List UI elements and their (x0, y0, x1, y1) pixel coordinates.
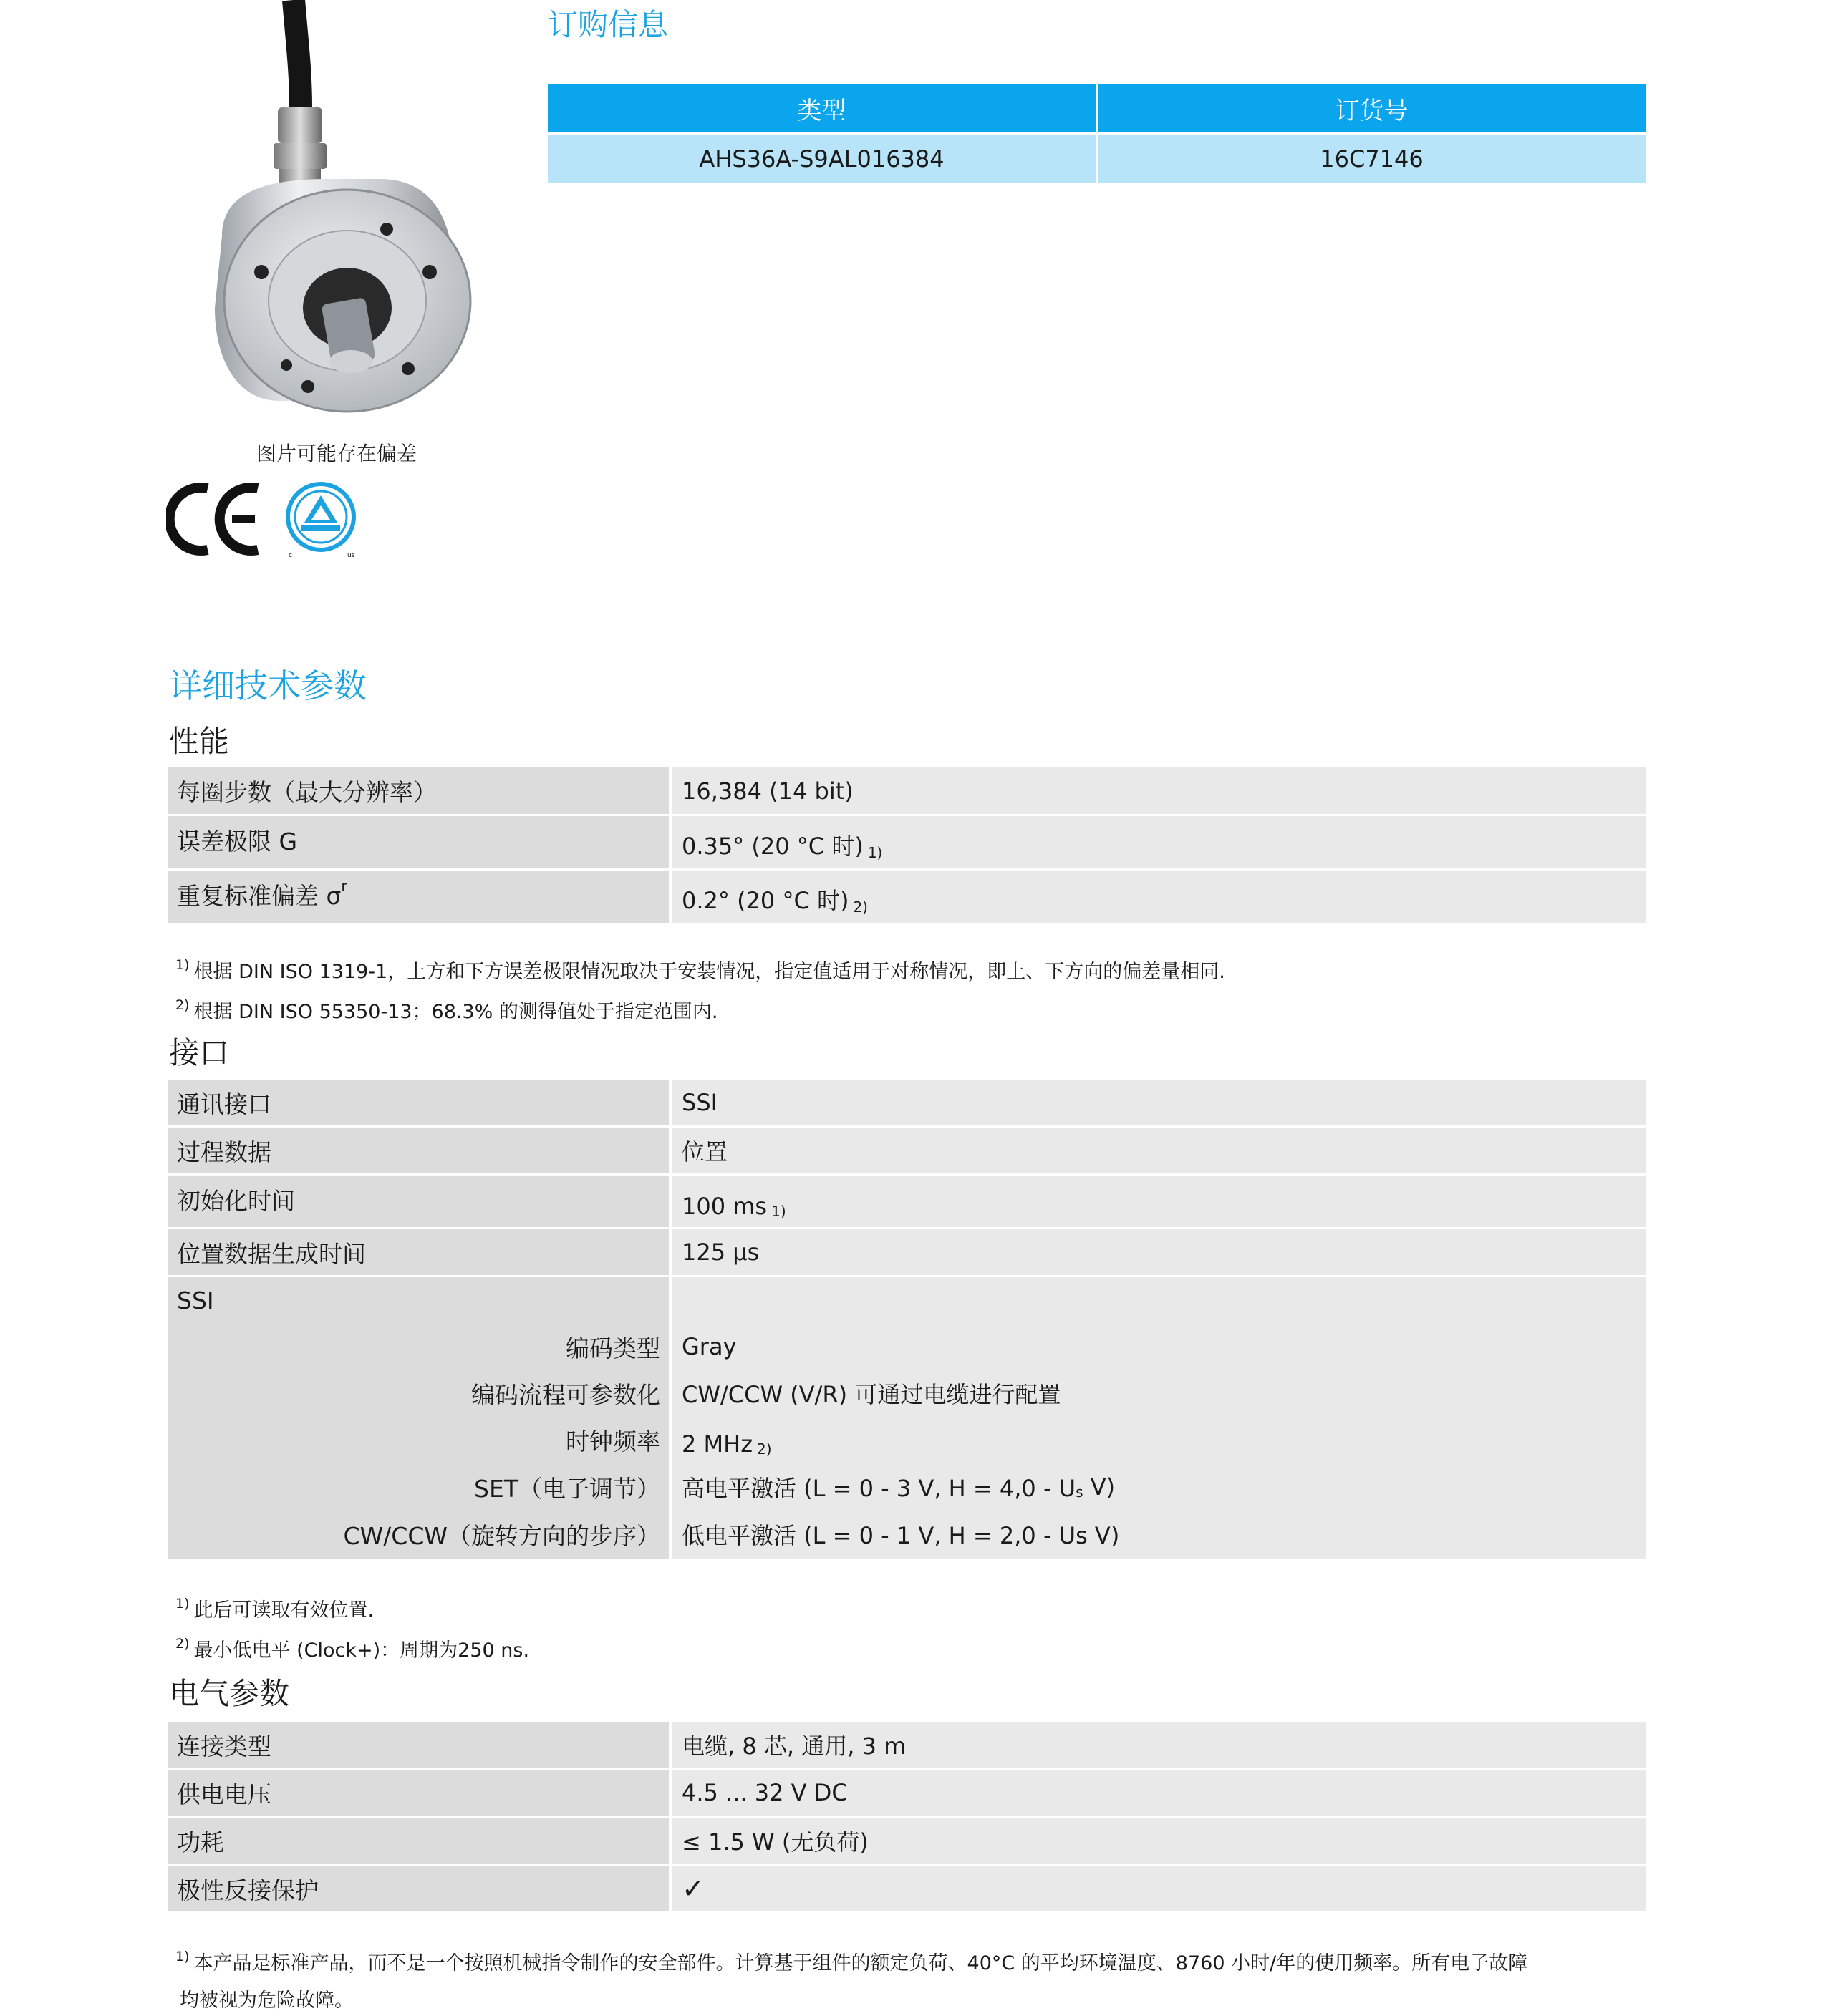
spacer (682, 1277, 1646, 1323)
ssi-block (168, 1277, 1646, 1559)
footnote-ref: 2) (853, 898, 868, 916)
spec-value: Gray (682, 1333, 737, 1360)
performance-title: 性能 (169, 724, 230, 759)
electrical-footnotes (175, 1942, 1643, 2016)
footnote-ref: 2) (757, 1440, 772, 1458)
spec-value (682, 1416, 1646, 1463)
spec-value-text: 0.35° (20 °C 时) (682, 833, 864, 860)
spec-label: 编码流程可参数化 (471, 1380, 660, 1409)
order-header-part-number: 订货号 (1098, 84, 1646, 135)
table-row (168, 1866, 1646, 1911)
footnote: $^{2)}$ 最小低电平 (Clock+)：周期为250 ns. (175, 1636, 530, 1662)
footnote-ref: 1) (867, 844, 883, 861)
spec-label: 误差极限 G (168, 816, 672, 868)
image-caption: 图片可能存在偏差 (256, 442, 417, 465)
footnote-ref: 1) (771, 1203, 786, 1220)
order-part-number-value: 16C7146 (1098, 135, 1646, 183)
spec-value: 4.5 ... 32 V DC (672, 1770, 1646, 1816)
spec-value: 低电平激活 (L = 0 - 1 V, H = 2,0 - Us V) (682, 1522, 1120, 1549)
footnote: $^{1)}$ 本产品是标准产品，而不是一个按照机械指令制作的安全部件。计算基于组件的额定负荷、40°C 的平均环境温度、8760 小时/年的使用频率。所有电子故障 (175, 1949, 1528, 1974)
spec-value: ≤ 1.5 W (无负荷) (672, 1818, 1646, 1864)
table-row (168, 1770, 1646, 1818)
spec-value: CW/CCW (V/R) 可通过电缆进行配置 (682, 1381, 1061, 1408)
spec-label: CW/CCW（旋转方向的步序） (343, 1521, 660, 1550)
spec-value-text: 高电平激活 (L = 0 - 3 V, H = 4,0 - U (682, 1475, 1076, 1502)
interface-footnotes (175, 1587, 529, 1667)
order-header-type: 类型 (548, 84, 1098, 135)
table-row (168, 871, 1646, 923)
spec-value (672, 816, 1646, 868)
spec-label: 连接类型 (168, 1722, 672, 1768)
ssi-labels (168, 1277, 672, 1559)
spec-value: 位置 (672, 1128, 1646, 1173)
ordering-info-title: 订购信息 (548, 7, 669, 42)
footnote: $^{2)}$ 根据 DIN ISO 55350-13；68.3% 的测得值处于指定范围内. (175, 997, 718, 1023)
interface-table (168, 1080, 1646, 1559)
footnote: $^{1)}$ 根据 DIN ISO 1319-1，上方和下方误差极限情况取决于安装情况，指定值适用于对称情况，即上、下方向的偏差量相同. (175, 957, 1225, 983)
spec-value-text: 0.2° (20 °C 时) (682, 887, 849, 914)
ssi-label: SSI (177, 1286, 214, 1314)
footnote: $^{1)}$ 此后可读取有效位置. (175, 1596, 375, 1622)
spec-value: 125 μs (672, 1229, 1646, 1275)
spec-value (682, 1463, 1646, 1511)
svg-text:c: c (289, 552, 292, 558)
order-type-value: AHS36A-S9AL016384 (548, 135, 1098, 183)
table-row (168, 1229, 1646, 1277)
ordering-table (548, 84, 1646, 183)
spec-label: 极性反接保护 (168, 1866, 672, 1911)
table-row (168, 1722, 1646, 1770)
spec-value: 16,384 (14 bit) (672, 767, 1646, 814)
table-row (168, 767, 1646, 816)
spec-label: 编码类型 (566, 1334, 660, 1362)
details-title: 详细技术参数 (169, 667, 367, 705)
tuv-rheinland-mark-icon (281, 480, 360, 558)
table-row (168, 1080, 1646, 1128)
table-row (168, 1818, 1646, 1866)
ce-mark-icon (166, 480, 266, 558)
product-encoder-image (193, 0, 480, 415)
table-row (168, 816, 1646, 871)
table-row (168, 1176, 1646, 1229)
subscript: r (341, 878, 347, 895)
spec-value (672, 1866, 1646, 1911)
spec-value-tail: V) (1083, 1473, 1116, 1501)
ssi-values (672, 1277, 1646, 1559)
spec-value-text: 100 ms (682, 1193, 768, 1220)
spec-label: 时钟频率 (566, 1427, 660, 1455)
spec-label: 过程数据 (168, 1128, 672, 1173)
spec-value (672, 871, 1646, 923)
spec-label: SET（电子调节） (474, 1474, 660, 1503)
spec-value-text: 2 MHz (682, 1430, 753, 1458)
spec-value (672, 1176, 1646, 1227)
performance-table (168, 767, 1646, 923)
spec-label-text: 重复标准偏差 σ (177, 882, 342, 910)
interface-title: 接口 (169, 1035, 230, 1070)
spec-value: SSI (672, 1080, 1646, 1125)
performance-footnotes (175, 949, 1225, 1029)
spec-label (168, 871, 672, 923)
electrical-title: 电气参数 (169, 1676, 290, 1711)
spec-label: 初始化时间 (168, 1176, 672, 1227)
spec-label: 通讯接口 (168, 1080, 672, 1125)
svg-text:us: us (347, 552, 355, 558)
spec-label: 供电电压 (168, 1770, 672, 1816)
spec-label: 位置数据生成时间 (168, 1229, 672, 1275)
table-row (168, 1128, 1646, 1176)
electrical-table (168, 1722, 1646, 1911)
spec-value: 电缆, 8 芯, 通用, 3 m (672, 1722, 1646, 1768)
spec-label: 每圈步数（最大分辨率） (168, 767, 672, 814)
spec-label: 功耗 (168, 1818, 672, 1864)
footnote: 均被视为危险故障。 (180, 1990, 354, 2012)
checkmark-icon: ✓ (682, 1873, 705, 1904)
subscript: s (1076, 1483, 1083, 1501)
